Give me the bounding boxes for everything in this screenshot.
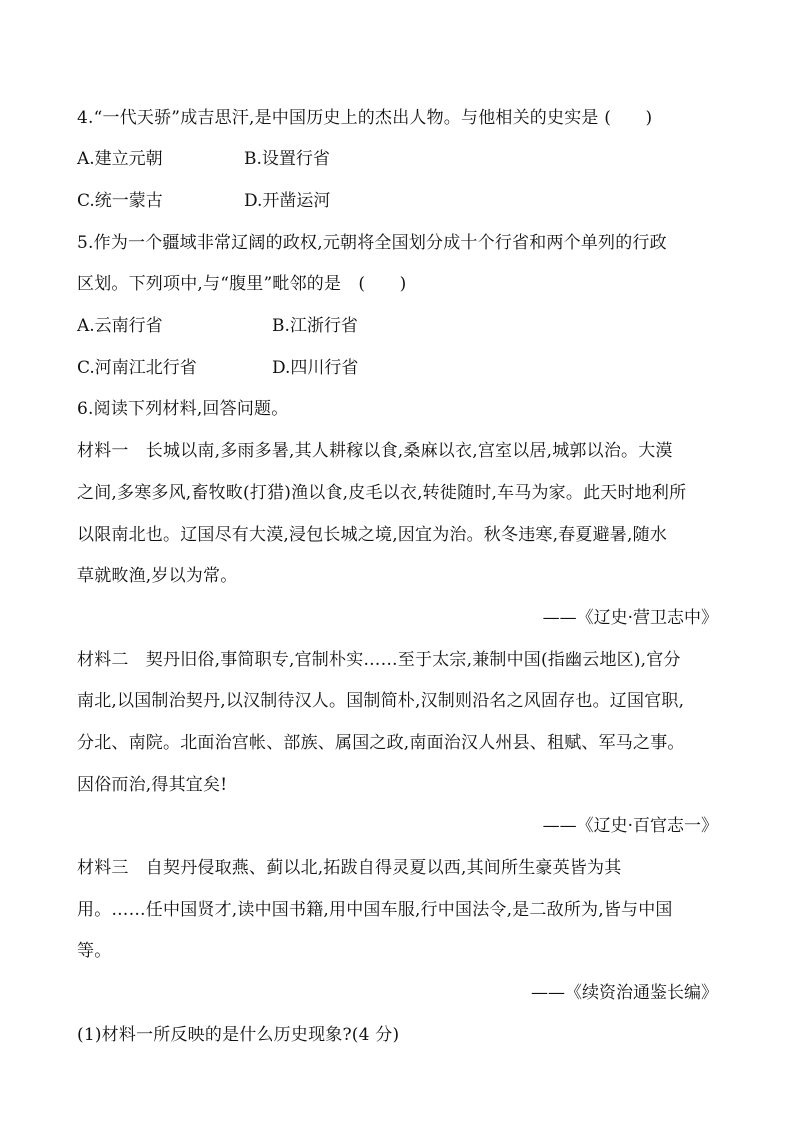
q4-option-a: A.建立元朝 [77, 149, 163, 169]
q5-option-d: D.四川行省 [272, 358, 359, 378]
material1-line: 之间,多寒多风,畜牧畋(打猎)渔以食,皮毛以衣,转徙随时,车马为家。此天时地利所 [77, 483, 687, 503]
material2-line: 南北,以国制治契丹,以汉制待汉人。国制简朴,汉制则沿名之风固存也。辽国官职, [77, 691, 685, 711]
q4-option-b: B.设置行省 [244, 149, 330, 169]
material1-line: 以限南北也。辽国尽有大漠,浸包长城之境,因宜为治。秋冬违寒,春夏避暑,随水 [77, 525, 668, 545]
q5-option-b: B.江浙行省 [272, 316, 358, 336]
material3-line: 等。 [77, 941, 112, 961]
material1-line: 材料一 长城以南,多雨多暑,其人耕稼以食,桑麻以衣,宫室以居,城郭以治。大漠 [77, 441, 673, 461]
q4-option-d: D.开凿运河 [244, 191, 331, 211]
material1-source: ——《辽史·营卫志中》 [542, 608, 718, 628]
material3-line: 材料三 自契丹侵取燕、蓟以北,拓跋自得灵夏以西,其间所生豪英皆为其 [77, 858, 622, 878]
material3-line: 用。……任中国贤才,读中国书籍,用中国车服,行中国法令,是二敌所为,皆与中国 [77, 900, 673, 920]
q5-stem-line1: 5.作为一个疆域非常辽阔的政权,元朝将全国划分成十个行省和两个单列的行政 [77, 233, 667, 253]
material2-source: ——《辽史·百官志一》 [542, 816, 718, 836]
q4-stem: 4.“一代天骄”成吉思汗,是中国历史上的杰出人物。与他相关的史实是 ( ) [77, 108, 653, 128]
q6-subquestion-1: (1)材料一所反映的是什么历史现象?(4 分) [77, 1025, 400, 1045]
q6-stem: 6.阅读下列材料,回答问题。 [77, 399, 289, 419]
q5-option-c: C.河南江北行省 [77, 358, 197, 378]
material1-line: 草就畋渔,岁以为常。 [77, 566, 238, 586]
q5-option-a: A.云南行省 [77, 316, 163, 336]
material2-line: 因俗而治,得其宜矣! [77, 775, 228, 795]
q4-option-c: C.统一蒙古 [77, 191, 163, 211]
material3-source: ——《续资治通鉴长编》 [531, 983, 718, 1003]
material2-line: 材料二 契丹旧俗,事简职专,官制朴实……至于太宗,兼制中国(指幽云地区),官分 [77, 650, 681, 670]
material2-line: 分北、南院。北面治宫帐、部族、属国之政,南面治汉人州县、租赋、军马之事。 [77, 733, 685, 753]
q5-stem-line2: 区划。下列项中,与“腹里”毗邻的是 ( ) [77, 274, 407, 294]
